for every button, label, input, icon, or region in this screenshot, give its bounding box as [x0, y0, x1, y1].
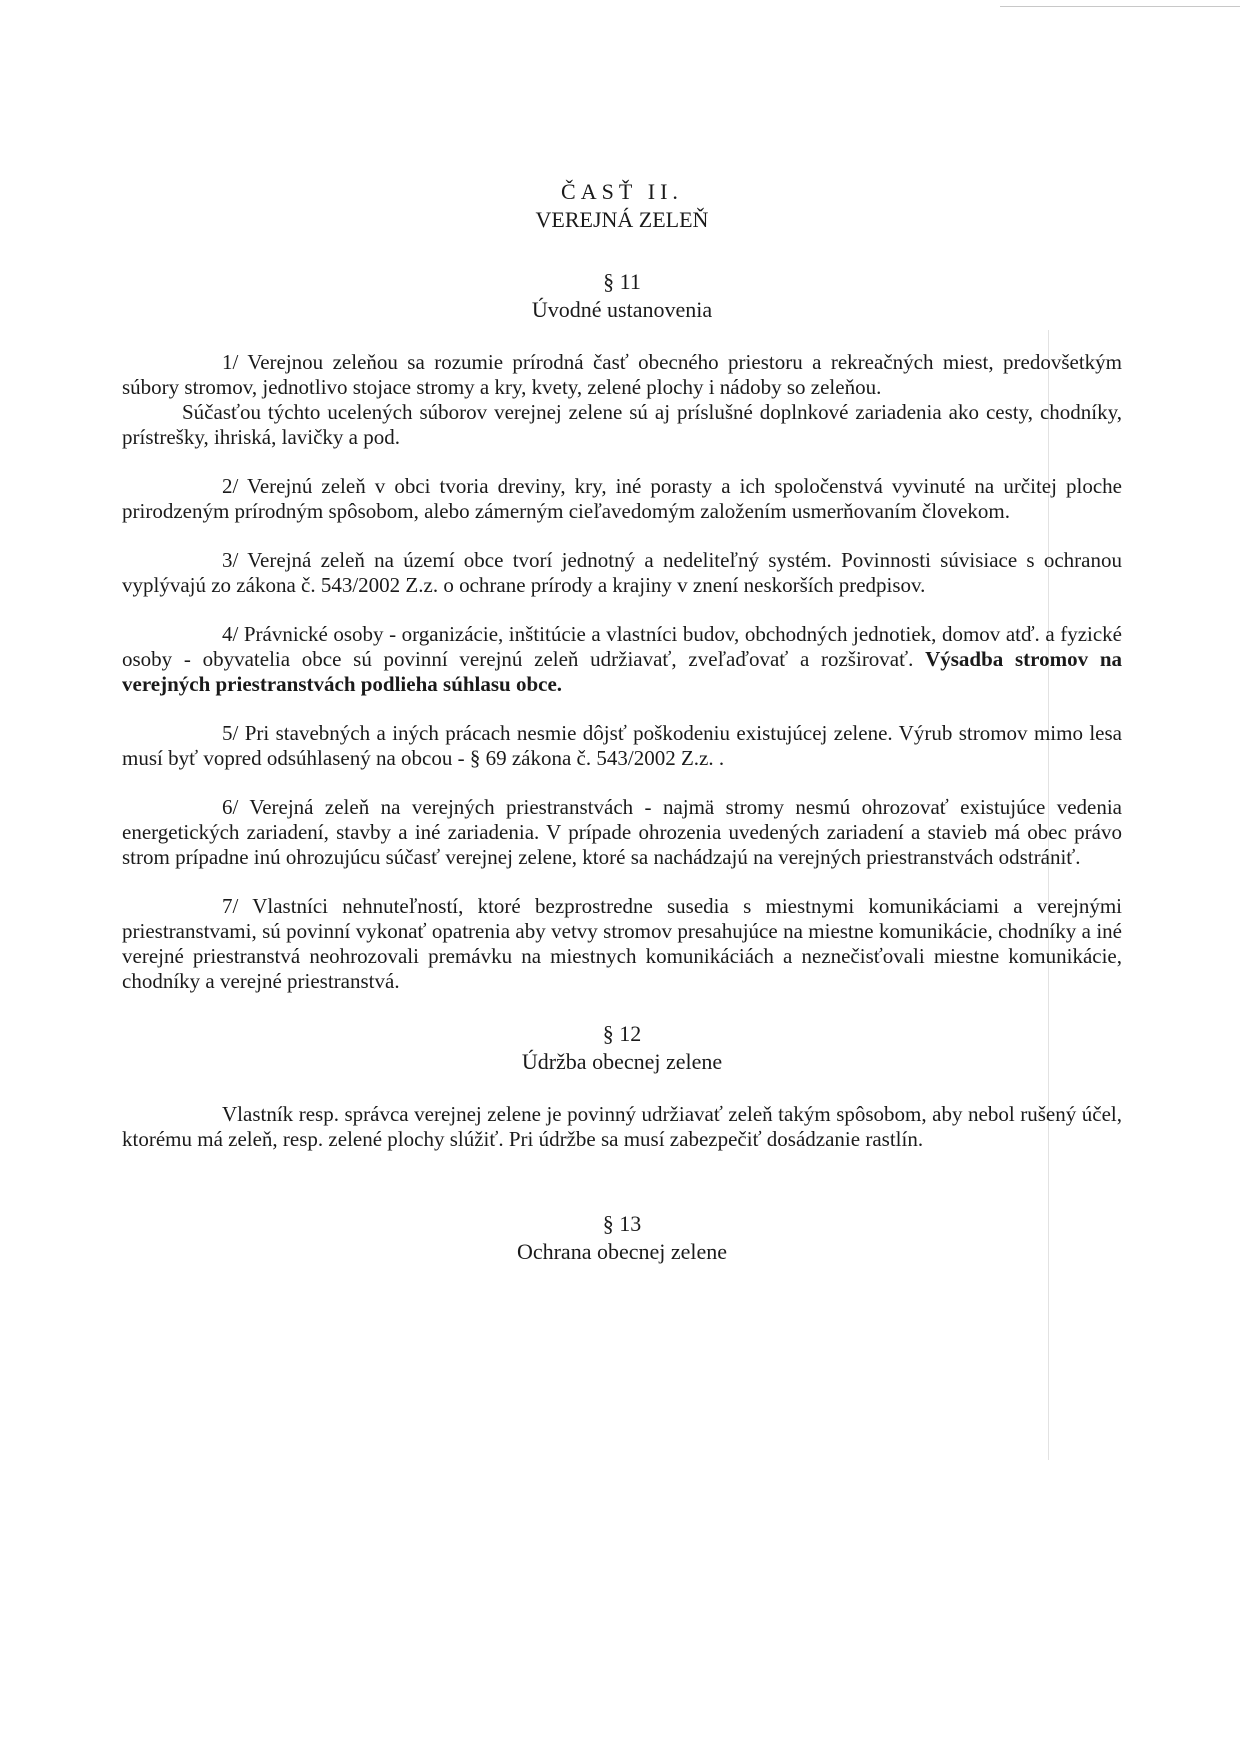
paragraph-6: 6/ Verejná zeleň na verejných priestranstvách - najmä stromy nesmú ohrozovať existujúce vedenia energetických zariadení, stavby a iné zariadenia. V prípade ohrozenia uvedených zariadení a stavieb má obec právo strom prípadne inú ohrozujúcu súčasť verejnej zelene, ktoré sa nachádzajú na verejných priestranstvách odstrániť. [122, 795, 1122, 869]
paragraph-2: 2/ Verejnú zeleň v obci tvoria dreviny, kry, iné porasty a ich spoločenstvá vyvinuté na určitej ploche prirodzeným prírodným spôsobom, alebo zámerným cieľavedomým založením usmerňovaním človekom. [122, 474, 1122, 523]
section-heading [122, 1020, 1122, 1076]
paragraph-7: 7/ Vlastníci nehnuteľností, ktoré bezprostredne susedia s miestnymi komunikáciami a verejnými priestranstvami, sú povinní vykonať opatrenia aby vetvy stromov presahujúce na miestne komunikácie, chodníky a iné verejné priestranstvá neohrozovali premávku na miestnych komunikáciách a neznečisťovali miestne komunikácie, chodníky a verejné priestranstvá. [122, 894, 1122, 993]
chapter-title: VEREJNÁ ZELEŇ [535, 207, 709, 232]
section-title: Údržba obecnej zelene [521, 1049, 723, 1074]
paragraph-maintenance: Vlastník resp. správca verejnej zelene je povinný udržiavať zeleň takým spôsobom, aby nebol rušený účel, ktorému má zeleň, resp. zelené plochy slúžiť. Pri údržbe sa musí zabezpečiť dosádzanie rastlín. [122, 1102, 1122, 1151]
section-mark: § 11 [603, 269, 641, 294]
paragraph-4-bold: Výsadba stromov na verejných priestranstvách podlieha súhlasu obce. [122, 647, 1122, 696]
paragraph-5: 5/ Pri stavebných a iných prácach nesmie dôjsť poškodeniu existujúcej zelene. Výrub stromov mimo lesa musí byť vopred odsúhlasený na obcou - § 69 zákona č. 543/2002 Z.z. . [122, 721, 1122, 770]
scan-edge-line [1000, 6, 1240, 7]
paragraph-4 [122, 622, 1122, 697]
section-11 [122, 268, 1122, 994]
chapter-number: ČASŤ II. [561, 179, 683, 204]
section-title: Úvodné ustanovenia [531, 297, 713, 322]
section-13 [122, 1210, 1122, 1266]
section-heading [122, 1210, 1122, 1266]
paragraph-1: 1/ Verejnou zeleňou sa rozumie prírodná časť obecného priestoru a rekreačných miest, predovšetkým súbory stromov, jednotlivo stojace stromy a kry, kvety, zelené plochy i nádoby so zeleňou. [122, 350, 1122, 399]
section-title: Ochrana obecnej zelene [516, 1239, 728, 1264]
paragraph-4-text: 4/ Právnické osoby - organizácie, inštitúcie a vlastníci budov, obchodných jednotiek, domov atď. a fyzické osoby - obyvatelia obce sú povinní verejnú zeleň udržiavať, zveľaďovať a rozširovať. [122, 622, 1122, 671]
paragraph-1-continuation: Súčasťou týchto ucelených súborov verejnej zelene sú aj príslušné doplnkové zariadenia ako cesty, chodníky, prístrešky, ihriská, lavičky a pod. [122, 400, 1122, 449]
section-mark: § 13 [602, 1211, 642, 1236]
section-mark: § 12 [602, 1021, 642, 1046]
section-heading [122, 268, 1122, 324]
paragraph-3: 3/ Verejná zeleň na území obce tvorí jednotný a nedeliteľný systém. Povinnosti súvisiace s ochranou vyplývajú zo zákona č. 543/2002 Z.z. o ochrane prírody a krajiny v znení neskorších predpisov. [122, 548, 1122, 597]
section-12 [122, 1020, 1122, 1152]
chapter-heading [122, 178, 1122, 234]
document-body [122, 178, 1122, 1266]
